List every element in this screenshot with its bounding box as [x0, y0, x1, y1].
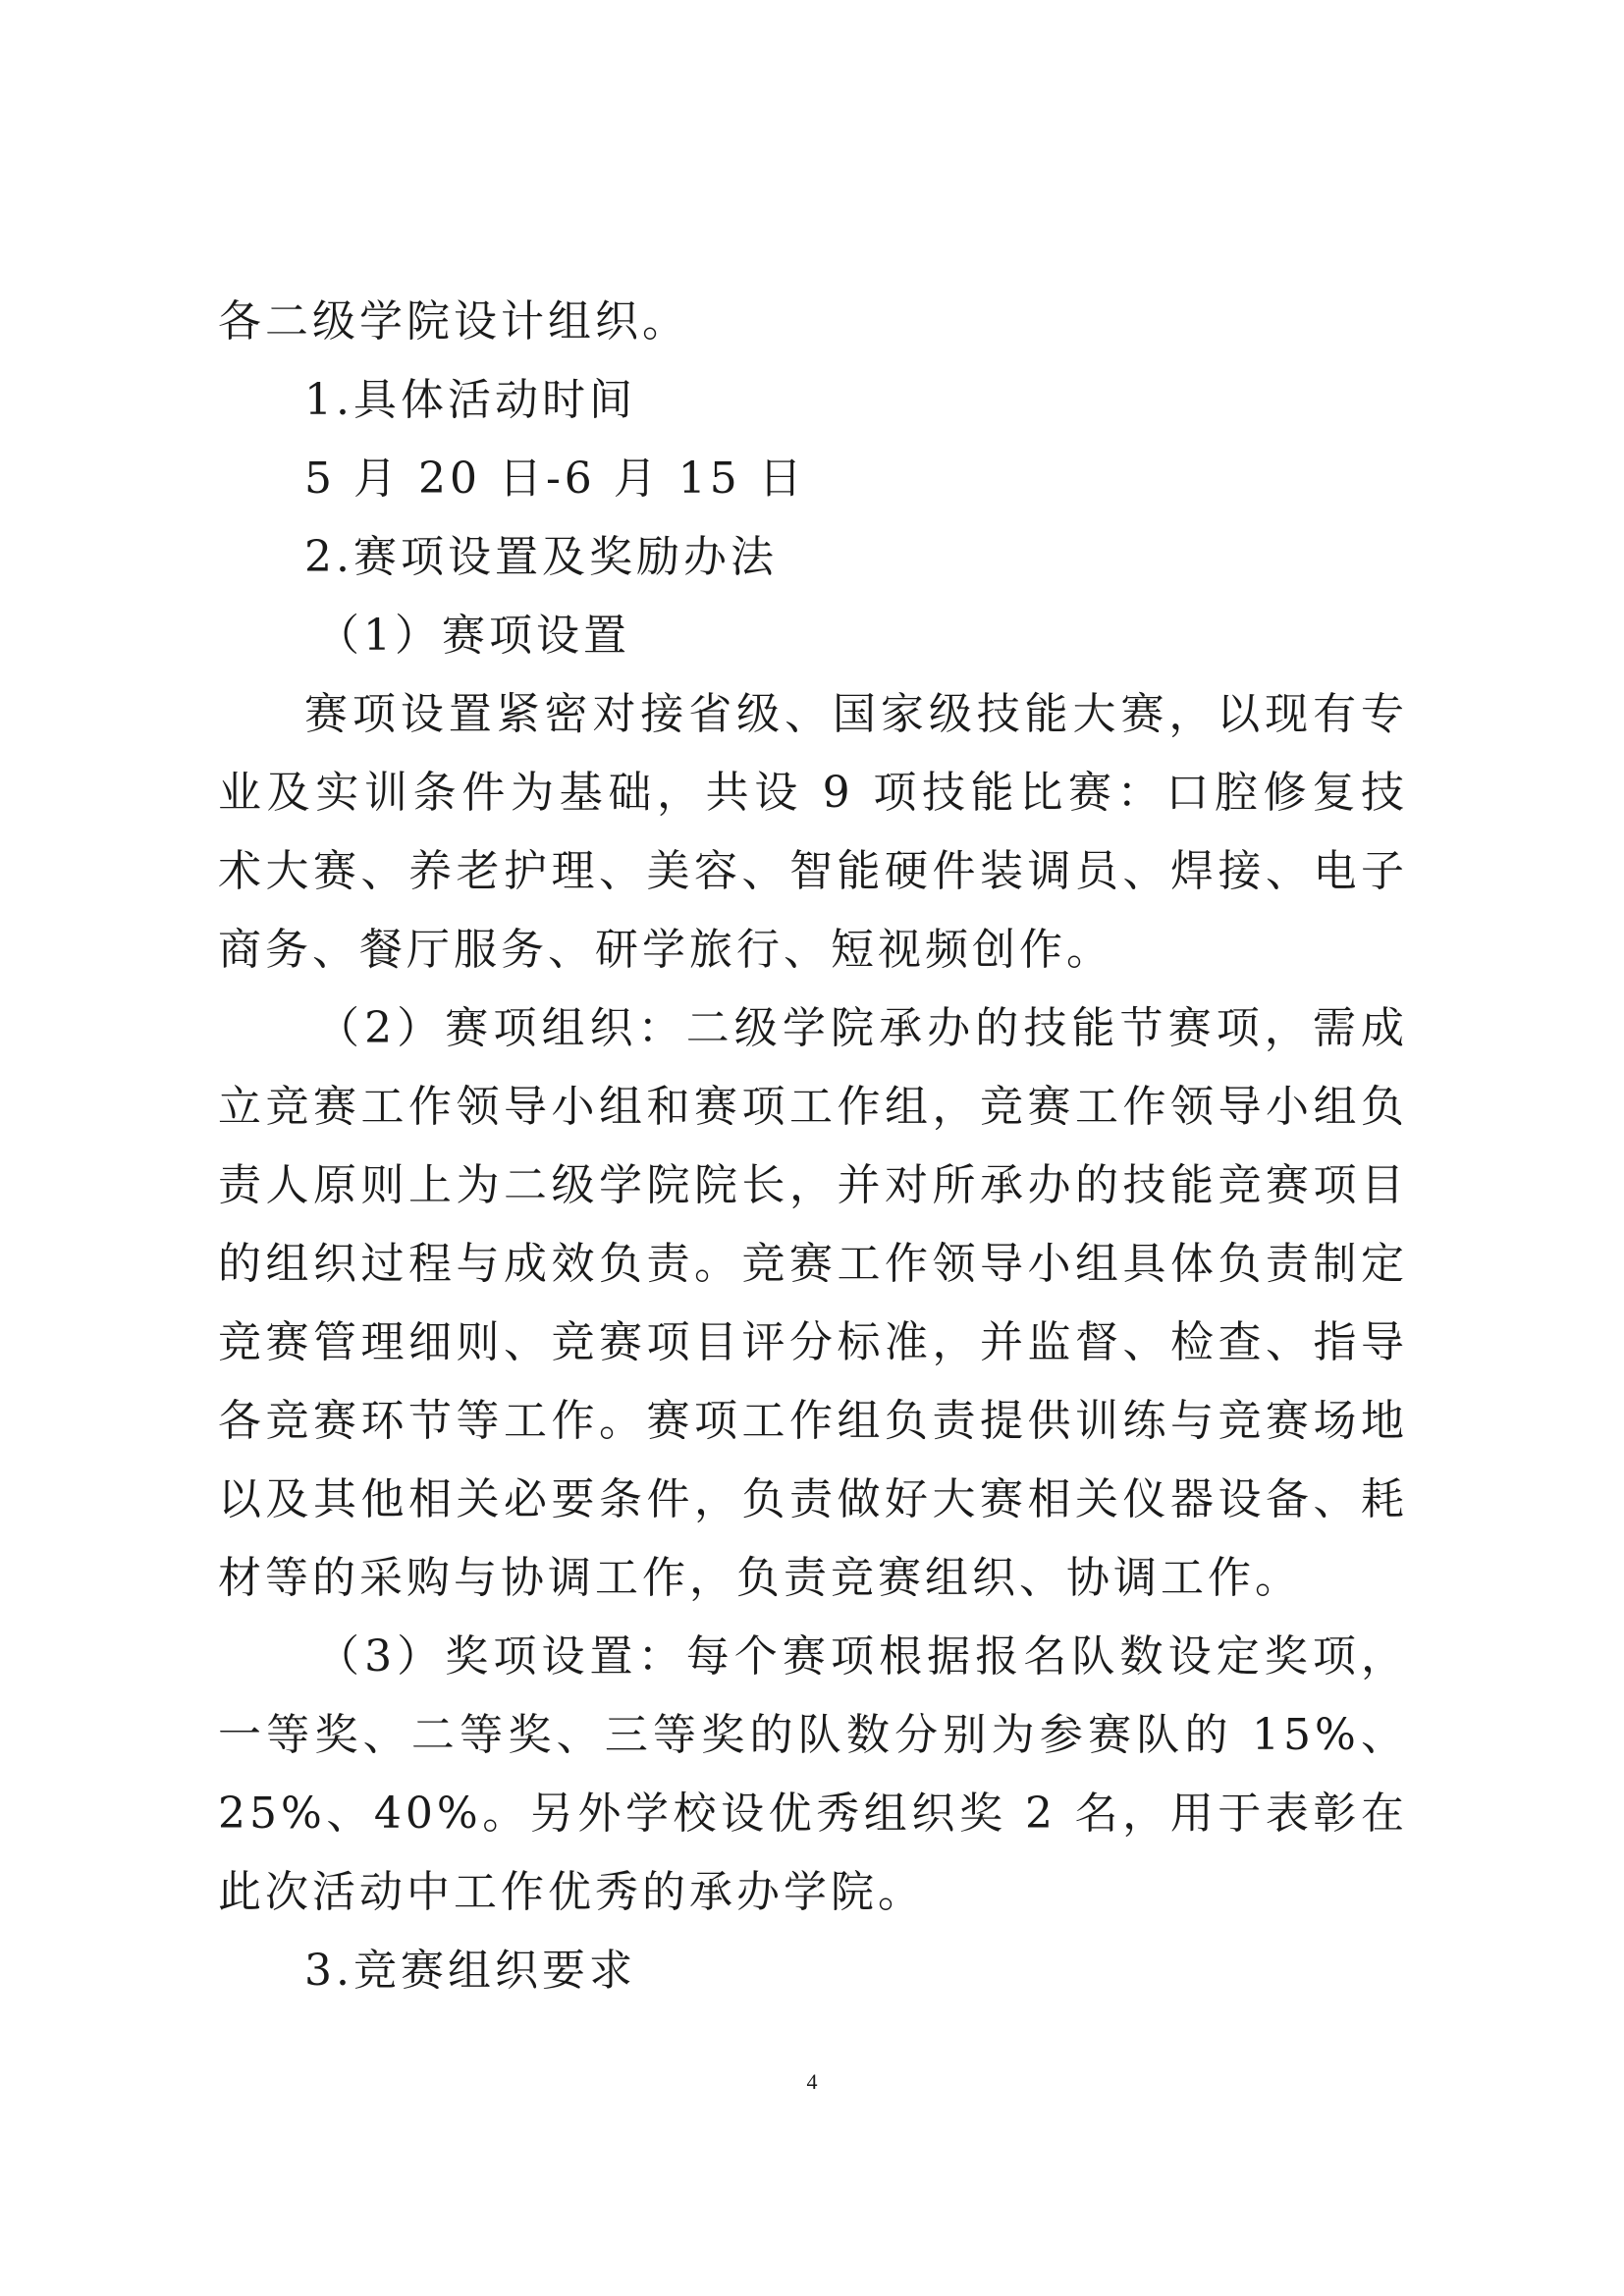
page-number: 4 — [806, 2069, 818, 2094]
paragraph-event-organization: （2）赛项组织：二级学院承办的技能节赛项，需成立竞赛工作领导小组和赛项工作组，竞赛工作领导小组负责人原则上为二级学院院长，并对所承办的技能竞赛项目的组织过程与成效负责。竞赛工作领导小组具体负责制定竞赛管理细则、竞赛项目评分标准，并监督、检查、指导各竞赛环节等工作。赛项工作组负责提供训练与竞赛场地以及其他相关必要条件，负责做好大赛相关仪器设备、耗材等的采购与协调工作，负责竞赛组织、协调工作。 — [218, 1003, 1408, 1603]
paragraph-event-setup: 赛项设置紧密对接省级、国家级技能大赛，以现有专业及实训条件为基础，共设 9 项技能比赛：口腔修复技术大赛、养老护理、美容、智能硬件装调员、焊接、电子商务、餐厅服务、研学旅行、短视频创作。 — [218, 689, 1408, 975]
heading-event-setup-awards: 2.赛项设置及奖励办法 — [304, 532, 778, 582]
paragraph-continuation: 各二级学院设计组织。 — [218, 296, 689, 347]
subheading-event-setup: （1）赛项设置 — [316, 611, 630, 661]
paragraph-award-setup: （3）奖项设置：每个赛项根据报名队数设定奖项，一等奖、二等奖、三等奖的队数分别为参赛队的 15%、25%、40%。另外学校设优秀组织奖 2 名，用于表彰在此次活动中工作优秀的承办学院。 — [218, 1631, 1408, 1917]
heading-activity-time: 1.具体活动时间 — [304, 375, 636, 425]
heading-competition-requirements: 3.竞赛组织要求 — [304, 1946, 636, 1996]
document-body — [218, 283, 1408, 2010]
activity-date-range: 5 月 20 日-6 月 15 日 — [304, 454, 806, 504]
